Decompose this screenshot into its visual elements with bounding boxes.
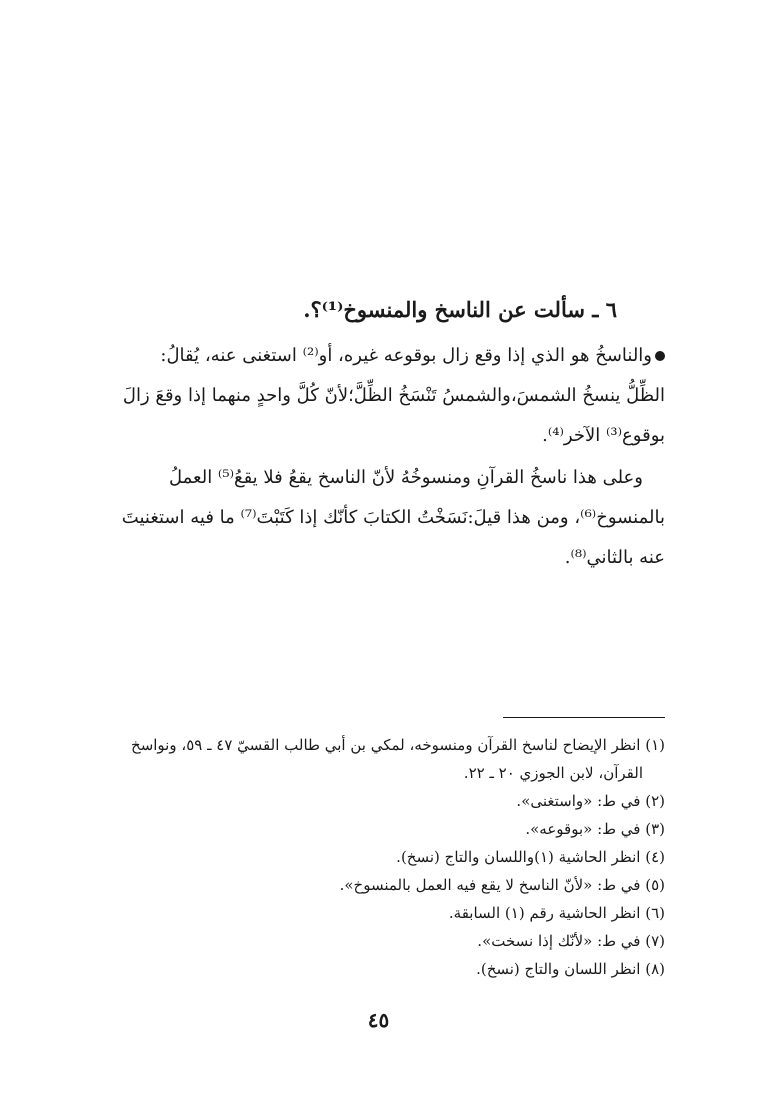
footnote-5: (٥) في ط: «لأنّ الناسخ لا يقع فيه العمل بالمنسوخ». [339, 876, 665, 894]
footnote-2: (٢) في ط: «واستغنى». [516, 792, 665, 810]
section-heading: ٦ ـ سألت عن الناسخ والمنسوخ⁽¹⁾؟. [303, 297, 617, 322]
footnote-4: (٤) انظر الحاشية (١)واللسان والتاج (نسخ). [396, 848, 665, 866]
paragraph-line: عنه بالثاني⁽⁸⁾. [564, 547, 665, 568]
footnote-3: (٣) في ط: «بوقوعه». [525, 820, 665, 838]
paragraph-line: بوقوع⁽³⁾ الآخر⁽⁴⁾. [542, 425, 665, 446]
paragraph-quran [83, 458, 665, 578]
bullet-icon [655, 351, 665, 361]
footnote-6: (٦) انظر الحاشية رقم (١) السابقة. [448, 904, 665, 922]
footnote-1-continued: القرآن، لابن الجوزي ٢٠ ـ ٢٢. [463, 764, 643, 782]
footnote-1: (١) انظر الإيضاح لناسخ القرآن ومنسوخه، لمكي بن أبي طالب القسيّ ٤٧ ـ ٥٩، ونواسخ [131, 736, 665, 754]
paragraph-line: والناسخُ هو الذي إذا وقع زال بوقوعه غيره، أو⁽²⁾ استغنى عنه، يُقالُ: [83, 336, 665, 376]
footnote-8: (٨) انظر اللسان والتاج (نسخ). [476, 960, 665, 978]
footnote-7: (٧) في ط: «لأنّك إذا نسخت». [477, 932, 665, 950]
paragraph-definition [83, 336, 665, 456]
footnote-divider [503, 717, 665, 718]
page-number: ٤٥ [367, 1008, 390, 1032]
paragraph-line: الظِّلُّ ينسخُ الشمسَ،والشمسُ تَنْسَخُ الظِّلَّ؛لأنّ كُلَّ واحدٍ منهما إذا وقعَ زالَ [122, 385, 665, 406]
paragraph-line: وعلى هذا ناسخُ القرآنِ ومنسوخُهُ لأنّ الناسخ يقعُ فلا يقعُ⁽⁵⁾ العملُ [169, 467, 643, 488]
paragraph-line: بالمنسوخ⁽⁶⁾، ومن هذا قيلَ:نَسَخْتُ الكتابَ كأنّك إذا كَتَبْتَ⁽⁷⁾ ما فيه استغنيتَ [121, 507, 665, 528]
footnotes [75, 731, 665, 983]
